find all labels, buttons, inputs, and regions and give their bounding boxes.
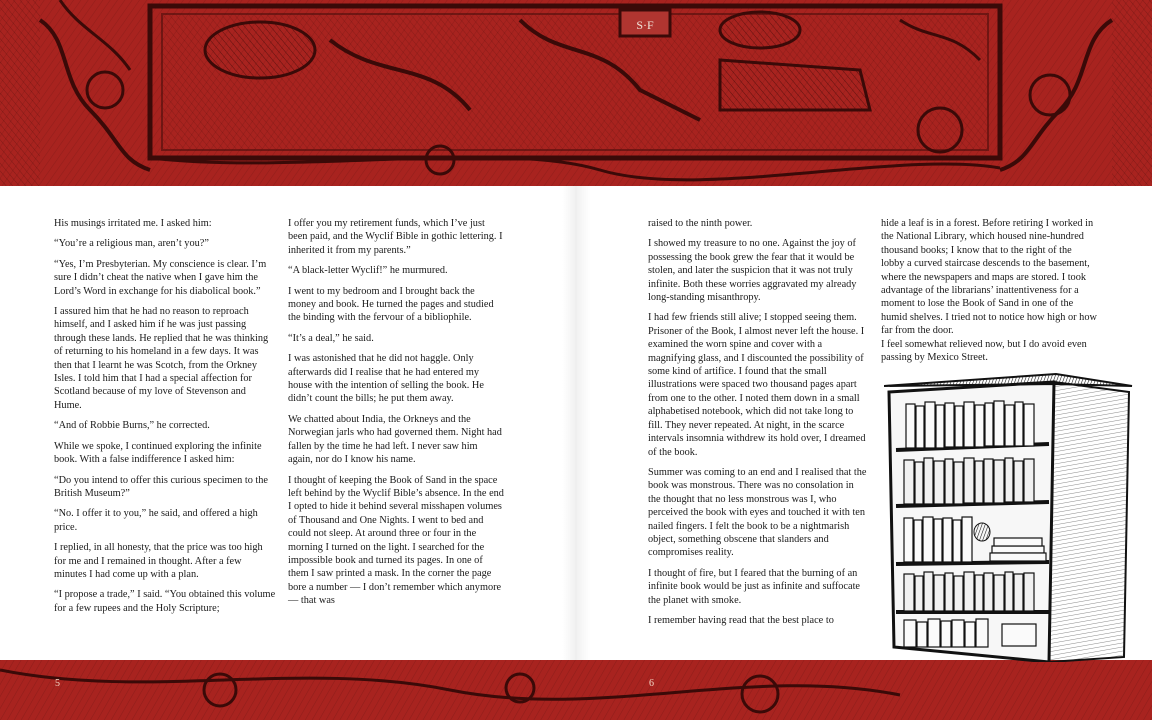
paragraph: Summer was coming to an end and I realised that the book was monstrous. There was no consolation in the thought that no less monstrous was I, who perceived the book with eyes and touched it with ten nailed fingers. I felt the book to be a nightmarish object, something obscene that slanders and compromises reality. [648,466,867,559]
text-column-1 [54,217,276,622]
paragraph: I replied, in all honesty, that the price was too high for me and I remained in thought. After a few minutes I had come up with a plan. [54,542,263,580]
page-number-left: 5 [55,678,60,689]
paragraph: We chatted about India, the Orkneys and the Norwegian jarls who had governed them. Night had fallen by the time he had left. I never saw him again, nor do I know his name. [288,413,502,466]
top-engraving-band [0,0,1152,186]
paragraph: “Do you intend to offer this curious specimen to the British Museum?” [54,474,268,499]
text-column-2 [288,217,504,615]
paragraph: His musings irritated me. I asked him: [54,218,212,229]
paragraph: I remember having read that the best place to [648,614,834,626]
paragraph: I thought of fire, but I feared that the burning of an infinite book would be just as infinite and suffocate the planet with smoke. [648,567,860,606]
paragraph: “Yes, I’m Presbyterian. My conscience is clear. I’m sure I didn’t cheat the native when I gave him the Lord’s Word in exchange for his diabolical book.” [54,258,267,297]
paragraph: I feel somewhat relieved now, but I do avoid even passing by Mexico Street. [881,338,1087,364]
page-number-right: 6 [649,678,654,689]
paragraph: “And of Robbie Burns,” he corrected. [54,420,210,432]
paragraph: I went to my bedroom and I brought back the money and book. He turned the pages and studied the binding with the fervour of a bibliophile. [288,285,494,324]
bookcase-icon [884,372,1134,662]
paragraph: I was astonished that he did not haggle. Only afterwards did I realise that he had entered my house with the intention of selling the book. He didn’t count the bills; he put them away. [288,353,484,405]
bottom-engraving-band [0,660,1152,720]
paragraph: I showed my treasure to no one. Against the joy of possessing the book grew the fear that it would be stolen, and later the suspicion that it was not truly infinite. Both these worries aggravated my already long-standing misanthropy. [648,238,857,304]
paragraph: “I propose a trade,” I said. “You obtained this volume for a few rupees and the Holy Scripture; [54,589,276,614]
page-gutter [562,186,590,660]
text-column-4 [881,217,1097,371]
svg-text:S·F: S·F [636,18,654,32]
paragraph: I had few friends still alive; I stopped seeing them. Prisoner of the Book, I almost never left the house. I examined the worn spine and cover with a magnifying glass, and I discounted the possibility of some kind of artifice. I found that the small illustrations were spaced two thousand pages apart from one to the other. I noted them down in a small alphabetised notebook, which did not take long to fill. They never repeated. At night, in the scarce intervals insomnia withdrew its hold over, I dreamed of the book. [648,312,866,458]
text-column-3 [648,217,868,634]
paragraph: “You’re a religious man, aren’t you?” [54,238,209,250]
paragraph: I assured him that he had no reason to reproach himself, and I asked him if he was just passing through these lands. He replied that he was thinking of returning to his homeland in a few days. It was then that I learnt he was Scotch, from the Orkney Isles. I told him that I had a special affection for Scotland because of my love of Stevenson and Hume. [54,306,269,411]
paragraph: I thought of keeping the Book of Sand in the space left behind by the Wyclif Bible’s absence. In the end I opted to hide it behind several misshapen volumes of Thousand and One Nights. I went to bed and could not sleep. At around three or four in the morning I turned on the light. I searched for the impossible book and turned its pages. In one of them I saw printed a mask. In the corner the page bore a number — I don’t remember which anymore — that was [288,474,504,607]
engraving-icon [0,0,1152,186]
engraving-footer-icon [0,660,1152,720]
bookcase-illustration [884,372,1134,667]
paragraph: “A black-letter Wyclif!” he murmured. [288,265,448,277]
paragraph: “It’s a deal,” he said. [288,332,374,344]
paragraph: While we spoke, I continued exploring the infinite book. With a false indifference I asked him: [54,440,262,466]
paragraph: “No. I offer it to you,” he said, and offered a high price. [54,508,258,533]
paragraph: I offer you my retirement funds, which I’ve just been paid, and the Wyclif Bible in gothic lettering. I inherited it from my parents.” [288,218,503,256]
paragraph: hide a leaf is in a forest. Before retiring I worked in the National Library, which housed nine-hundred thousand books; I know that to the right of the lobby a curved staircase descends to the basement, where the newspapers and maps are stored. I took advantage of the librarians’ inattentiveness for a moment to lose the Book of Sand in one of the humid shelves. I tried not to notice how high or how far from the door. [881,218,1097,337]
paragraph: raised to the ninth power. [648,218,753,229]
